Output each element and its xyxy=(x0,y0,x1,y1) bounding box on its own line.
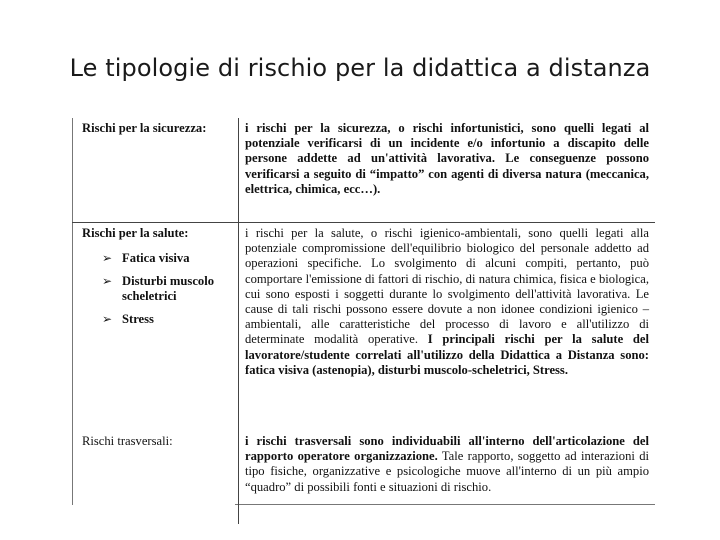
row-text-health-bold: I principali rischi per la salute del lavoratore/studente correlati all'utilizzo della Didattica a Distanza sono: fatica visiva (astenopia), disturbi muscolo-scheletrici, Stress. xyxy=(245,332,649,377)
row-text-health: i rischi per la salute, o rischi igienico-ambientali, sono quelli legati alla potenziale compromissione dell'equilibrio biologico del personale addetto ad operazioni specifiche. Lo svolgimento di alcuni compiti, pertanto, può comportare l'emissione di fattori di rischio, di natura chimica, fisica e biologica, cui sono esposti i soggetti durante lo svolgimento dell'attività lavorativa. Le cause di tali rischi possono essere dovute a non idonee condizioni igienico – ambientali, alle caratteristiche del processo di lavoro e all'utilizzo di determinate modalità operative. xyxy=(245,226,649,347)
row-label-cell xyxy=(72,223,239,427)
row-text-cell xyxy=(239,426,656,524)
row-label-safety: Rischi per la sicurezza: xyxy=(82,121,207,135)
arrow-bullet-icon: ➢ xyxy=(102,312,113,326)
row-text-cell xyxy=(239,223,656,427)
list-item: ➢ Stress xyxy=(102,312,154,326)
row-label-health: Rischi per la salute: xyxy=(82,226,189,240)
list-item: ➢ Fatica visiva xyxy=(102,251,190,265)
row-label-cell xyxy=(72,118,239,223)
risk-table xyxy=(72,118,655,524)
table-row-health xyxy=(72,223,655,427)
arrow-bullet-icon: ➢ xyxy=(102,274,113,288)
row-text-safety: i rischi per la sicurezza, o rischi infortunistici, sono quelli legati al potenziale verificarsi di un incidente e/o infortunio a discapito delle persone addette ad un'attività lavorativa. Le conseguenze possono verificarsi a seguito di “impatto” con agenti di diversa natura (meccanica, elettrica, chimica, ecc…). xyxy=(245,121,649,196)
slide-title: Le tipologie di rischio per la didattica a distanza xyxy=(69,54,651,82)
arrow-bullet-icon: ➢ xyxy=(102,251,113,265)
table-row-safety xyxy=(72,118,655,223)
row-text-cell xyxy=(239,118,656,223)
row-text-transversal: Tale rapporto, soggetto ad interazioni di tipo fisiche, organizzative e psicologiche muove all'interno di un più ampio “quadro” di possibili fonti e situazioni di rischio. xyxy=(245,449,649,494)
row-label-cell xyxy=(72,426,239,524)
health-risk-list xyxy=(82,251,232,327)
row-text-transversal-bold: i rischi trasversali sono individuabili all'interno dell'articolazione del rapporto operatore organizzazione. xyxy=(245,434,649,464)
list-item: ➢ Disturbi muscolo scheletrici xyxy=(102,274,215,303)
table-row-transversal xyxy=(72,426,655,524)
row-label-transversal: Rischi trasversali: xyxy=(82,434,173,448)
